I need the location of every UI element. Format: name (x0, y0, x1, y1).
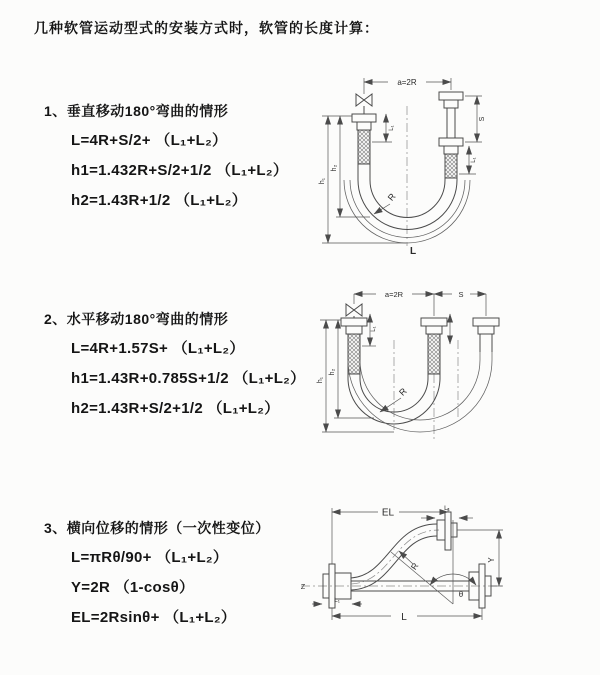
formula-s3-y: Y=2R （1-cosθ） (71, 579, 195, 596)
section-1-formulas (71, 126, 288, 216)
diagram-horizontal-180-bend (306, 282, 592, 454)
radius-label: R (397, 386, 409, 398)
formula-s1-h1: h1=1.432R+S/2+1/2 （L₁+L₂） (71, 162, 289, 179)
formula-s3-l: L=πRθ/90+ （L₁+L₂） (71, 549, 229, 566)
axis-mark: Z (300, 584, 306, 591)
dim-h1-label: h₁ (319, 177, 326, 185)
formula-s2-h2: h2=1.43R+S/2+1/2 （L₁+L₂） (71, 400, 280, 417)
braided-hose-segment (358, 130, 370, 164)
dim-s-label: S (479, 116, 486, 122)
section-3-heading: 3、横向位移的情形（一次性变位） (44, 520, 270, 536)
dim-l1-left-label: L₁ (389, 125, 395, 131)
dim-l1-top-label: L₁ (444, 505, 450, 512)
dim-l1-label: L₁ (371, 326, 377, 332)
dim-s-label: S (458, 290, 464, 299)
dim-l-label: L (401, 612, 407, 623)
dim-l1-right-label: L₁ (471, 157, 477, 163)
valve-icon (356, 94, 372, 114)
length-label: L (410, 246, 417, 257)
formula-s1-l: L=4R+S/2+ （L₁+L₂） (71, 132, 228, 149)
braided-hose-segment (348, 334, 360, 374)
section-1-heading: 1、垂直移动180°弯曲的情形 (44, 103, 229, 119)
formula-s1-h2: h2=1.43R+1/2 （L₁+L₂） (71, 192, 248, 209)
diagram-vertical-180-bend (306, 66, 592, 262)
section-2-formulas (71, 334, 305, 424)
dim-a2r-label: a=2R (397, 78, 417, 87)
dimensions-1 (319, 78, 486, 257)
formula-s3-el: EL=2Rsinθ+ （L₁+L₂） (71, 609, 237, 626)
formula-s2-h1: h1=1.43R+0.785S+1/2 （L₁+L₂） (71, 370, 306, 387)
hose-drawing-1 (344, 92, 470, 246)
dim-y-label: Y (487, 557, 496, 563)
valve-icon (346, 304, 362, 318)
hose-drawing-3 (301, 512, 503, 608)
dim-l1-left-label: L₁ (334, 597, 340, 604)
diagram-lateral-displacement (293, 498, 597, 643)
hose-drawing-2 (341, 304, 499, 440)
formula-s2-l: L=4R+1.57S+ （L₁+L₂） (71, 340, 245, 357)
dim-h1-label: h₁ (317, 376, 324, 384)
dim-el-label: EL (381, 507, 395, 519)
dim-h2-label: h₂ (331, 164, 338, 172)
dim-h2-label: h₂ (329, 368, 336, 376)
angle-theta-label: θ (458, 590, 464, 599)
braided-hose-segment (428, 334, 440, 374)
section-2-heading: 2、水平移动180°弯曲的情形 (44, 311, 229, 327)
dim-a2r-label: a=2R (384, 290, 404, 299)
section-3-formulas (71, 543, 236, 633)
radius-label: R (385, 191, 398, 203)
radius-label: R (408, 560, 421, 572)
dimensions-3 (312, 505, 503, 623)
braided-hose-segment (445, 154, 457, 178)
page-title: 几种软管运动型式的安装方式时，软管的长度计算： (34, 20, 379, 36)
dimensions-2 (317, 290, 486, 432)
